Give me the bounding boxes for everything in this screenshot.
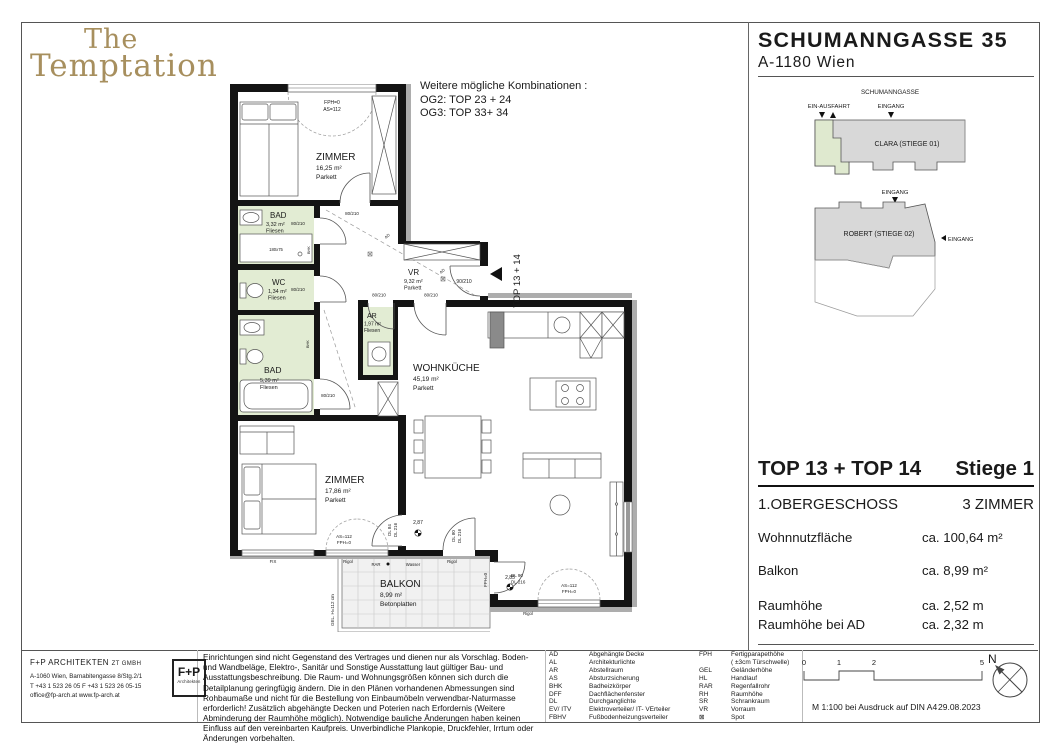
height-285-label: 2,85 — [505, 575, 515, 581]
architect-address: A-1060 Wien, Barnabitengasse 8/Stg.2/1 — [30, 673, 143, 680]
legend-abbr: ⊠ — [699, 714, 705, 722]
svg-text:Parkett: Parkett — [404, 285, 422, 292]
balcony-deck — [338, 558, 490, 632]
svg-text:Betonplatten: Betonplatten — [380, 601, 417, 608]
rigol-label: Rigol — [343, 559, 353, 564]
fix-window-label: FIX — [269, 559, 277, 564]
legend-desc: Absturzsicherung — [589, 674, 640, 682]
info-row — [758, 617, 1034, 632]
info-value: ca. 2,52 m — [922, 598, 984, 613]
legend-desc: Dachflächenfenster — [589, 690, 646, 698]
legend-abbr: RAR — [699, 682, 713, 690]
svg-text:17,86 m²: 17,86 m² — [325, 488, 351, 495]
plan-date: 29.08.2023 — [938, 702, 981, 712]
legend-row — [549, 667, 801, 675]
door-size-label: 80/210 — [345, 211, 359, 216]
architect-block — [30, 658, 190, 701]
legend-desc: Raumhöhe — [731, 690, 763, 698]
header-rule — [758, 76, 1034, 77]
room-label-zimmer-2 — [325, 475, 364, 504]
scale-bar — [800, 656, 1000, 690]
svg-text:DL 216: DL 216 — [393, 522, 398, 538]
svg-text:5,39 m²: 5,39 m² — [260, 378, 279, 384]
combination-note-line2: OG2: TOP 23 + 24 — [420, 93, 512, 106]
legend-row — [549, 714, 801, 722]
legend-abbr: FPH — [699, 651, 712, 658]
info-row — [758, 598, 1034, 613]
legend-desc: Badheizkörper — [589, 682, 631, 690]
legend-abbr: AR — [549, 666, 559, 674]
legend-desc: Handlauf — [731, 674, 758, 682]
rigol-label: Rigol — [447, 559, 457, 564]
svg-text:WOHNKÜCHE: WOHNKÜCHE — [413, 363, 480, 374]
wasser-label: Wasser — [405, 562, 421, 567]
legend-desc: Fußbodenheizungsverteiler — [589, 714, 668, 722]
arrow-down-icon — [819, 112, 825, 118]
north-arrow — [985, 650, 1035, 705]
svg-text:16,25 m²: 16,25 m² — [316, 165, 342, 172]
legend-abbr: VR — [699, 706, 709, 714]
door-size-label: 80/210 — [321, 393, 335, 398]
architect-suffix: ZT GMBH — [111, 661, 142, 667]
svg-text:BAD: BAD — [270, 211, 287, 220]
svg-text:Fliesen: Fliesen — [268, 295, 286, 302]
legend-desc: Abgehängte Decke — [589, 651, 645, 658]
ad-label: AD — [438, 267, 446, 275]
bed-icon — [240, 102, 298, 196]
scale-mark: 1 — [836, 658, 842, 667]
legend-desc: Vorraum — [731, 706, 756, 714]
rigol-label: Rigol — [523, 611, 533, 616]
info-value: ca. 100,64 m² — [922, 530, 1003, 545]
svg-text:ZIMMER: ZIMMER — [325, 475, 365, 486]
room-label-vr — [404, 268, 423, 292]
svg-text:ZIMMER: ZIMMER — [316, 152, 356, 163]
scale-bar-line — [804, 671, 982, 680]
legend-desc: Regenfallrohr — [731, 682, 771, 690]
north-label: N — [988, 652, 997, 666]
legend-desc: Fertigparapethöhe — [731, 651, 785, 658]
sideboard-icon — [610, 482, 623, 556]
legend-desc: ( ±3cm Türschwelle) — [731, 658, 790, 666]
door-dl80-label — [451, 528, 462, 543]
entrance-label-top: EINGANG — [877, 104, 905, 110]
legend-desc: Durchganglichte — [589, 698, 636, 706]
brand-logo-line1: The — [84, 24, 139, 55]
legend-row — [549, 659, 801, 667]
legend-abbr: AL — [549, 658, 557, 666]
combination-note-line1: Weitere mögliche Kombinationen : — [420, 80, 588, 92]
door-size-label: 80/210 — [291, 221, 305, 226]
legend-row — [549, 675, 801, 683]
door-size-label: 80/210 — [424, 292, 438, 298]
railing-height-label: GEL. H=112 cm — [330, 594, 335, 626]
unit-info-block — [758, 457, 1034, 645]
washer-icon — [368, 342, 390, 366]
scale-mark: 5 — [979, 658, 985, 667]
unit-stiege: Stiege 1 — [955, 457, 1034, 480]
legend-row — [549, 698, 801, 706]
legend-desc: Geländerhöhe — [731, 666, 773, 674]
brand-logo — [30, 24, 218, 84]
svg-text:3,32 m²: 3,32 m² — [266, 222, 285, 228]
legend-row — [549, 683, 801, 691]
site-parcel-outline — [815, 256, 935, 316]
kitchen-island-icon — [530, 378, 596, 410]
arrow-down-icon — [888, 112, 894, 118]
room-label-bad-1 — [266, 211, 287, 235]
door-fph-label: FPH=0 — [483, 572, 488, 587]
kitchen-sink-icon — [554, 317, 570, 333]
footer-separator — [545, 650, 546, 722]
svg-text:45,19 m²: 45,19 m² — [413, 376, 439, 383]
architect-logo-top: F+P — [177, 665, 201, 679]
page-subtitle: A-1180 Wien — [758, 54, 856, 71]
floor-plan — [228, 84, 708, 632]
dining-table-icon — [414, 416, 491, 478]
info-label: Raumhöhe — [758, 598, 823, 613]
french-fph-label: FPH=0 — [561, 589, 577, 594]
legend-abbr: SR — [699, 698, 709, 706]
bed-icon — [242, 464, 316, 534]
svg-text:Parkett: Parkett — [325, 497, 346, 504]
info-label: Wohnnutzfläche — [758, 530, 853, 545]
svg-text:DL 216: DL 216 — [457, 528, 462, 544]
legend-abbr: DFF — [549, 690, 562, 698]
info-row — [758, 563, 1034, 578]
closet-icon — [378, 382, 398, 416]
window-fph-label: FPH=0 — [324, 100, 340, 106]
architect-web: office@fp-arch.at www.fp-arch.at — [30, 692, 120, 700]
street-label: SCHUMANNGASSE — [860, 89, 920, 96]
coffee-table-icon — [550, 495, 570, 515]
legend-row — [549, 651, 801, 659]
legend-abbr: HL — [699, 674, 708, 682]
column-divider — [748, 22, 749, 650]
sink-icon — [240, 320, 264, 335]
ad-label: AD — [383, 232, 391, 240]
legend-abbr: EV/ ITV — [549, 706, 572, 714]
french-as-label: AS=112 — [561, 583, 577, 588]
legend-row — [549, 691, 801, 699]
room-label-zimmer-1 — [316, 152, 355, 181]
legend-desc: Schrankraum — [731, 698, 770, 706]
svg-text:Fliesen: Fliesen — [260, 385, 278, 391]
toilet-icon — [240, 349, 263, 364]
info-label: Balkon — [758, 563, 799, 578]
architect-phone: T +43 1 523 26 05 F +43 1 523 26 05-15 — [30, 682, 142, 690]
svg-text:DL 80: DL 80 — [451, 530, 456, 542]
svg-text:WC: WC — [272, 278, 286, 287]
legend-abbr: BHK — [549, 682, 563, 690]
unit-floor-level: 1.OBERGESCHOSS — [758, 496, 899, 513]
abbreviation-legend — [549, 651, 801, 722]
architect-logo-sub: Architekten — [177, 679, 201, 684]
info-row — [758, 530, 1034, 545]
unit-title: TOP 13 + TOP 14 — [758, 457, 922, 480]
rar-label: RAR — [371, 562, 381, 567]
scale-mark: 0 — [801, 658, 807, 667]
wardrobe-icon — [372, 96, 396, 194]
info-value: ca. 8,99 m² — [922, 563, 988, 578]
info-value: ca. 2,32 m — [922, 617, 984, 632]
window2-as-label: AS=112 — [336, 534, 352, 539]
legend-abbr: GEL — [699, 666, 713, 674]
svg-text:Fliesen: Fliesen — [266, 228, 284, 235]
arrow-left-icon — [941, 235, 946, 241]
page-title: SCHUMANNGASSE 35 — [758, 28, 1008, 52]
window-as-label: AS=112 — [323, 107, 341, 113]
height-287-label: 2,87 — [413, 520, 423, 526]
legend-desc: Spot — [731, 714, 745, 722]
entrance-label-side: EINGANG — [948, 237, 974, 243]
svg-text:Parkett: Parkett — [316, 174, 337, 181]
svg-text:Fliesen: Fliesen — [364, 328, 381, 334]
svg-text:BALKON: BALKON — [380, 579, 421, 590]
legend-abbr — [699, 659, 731, 667]
door-dl90-label: DL 90 — [511, 573, 523, 578]
sink-icon — [240, 210, 262, 225]
architect-logo — [172, 659, 206, 697]
legend-desc: Abstellraum — [589, 666, 624, 674]
svg-text:VR: VR — [408, 268, 420, 277]
door-swings — [320, 173, 525, 593]
legend-abbr: RH — [699, 690, 709, 698]
svg-text:1,34 m²: 1,34 m² — [268, 289, 287, 295]
sofa-icon — [523, 453, 601, 478]
entrance-door-size-label: 90/210 — [456, 279, 472, 285]
disclaimer-text: Einrichtungen sind nicht Gegenstand des Vertrages und dienen nur als Vorschlag. Boden- und Wandbeläge, Elektro-, Sanitär und Sonstige Ausstattung laut gültiger Bau- und Ausstattungsbeschreibung. Die Raum- und Wohnungsgrößen können sich durch die Detailplanung geringfügig ändern. Die in den Plänen vorhandenen Abmessungen sind Rohbaumaße und nicht für die Bestellung von Einbaumöbeln verwendbar-Naturmasse erforderlich! Zusätzlich abgehängte Decken und Poterien nach Erfordernis (Weitere Abminderung der Raumhöhe möglich). Notwendige bauliche Änderungen haben keinen Einfluss auf den vereinbarten Kaufpreis. Unverbindliche Plankopie, Druckfehler, Irrtum oder Änderungen vorbehalten. — [203, 653, 534, 744]
svg-text:9,32 m²: 9,32 m² — [404, 279, 423, 285]
site-plan — [795, 84, 1035, 339]
info-label: Raumhöhe bei AD — [758, 617, 866, 632]
shower-size-label: 180x75 — [269, 247, 283, 252]
unit-room-count: 3 ZIMMER — [962, 496, 1034, 513]
entrance-arrow-icon — [490, 267, 502, 281]
combination-note-line3: OG3: TOP 33+ 34 — [420, 107, 509, 119]
building-clara-label: CLARA (STIEGE 01) — [874, 141, 940, 148]
scale-note: M 1:100 bei Ausdruck auf DIN A4 — [812, 702, 938, 712]
legend-desc: Elektroverteiler/ IT- VErteiler — [589, 706, 671, 714]
svg-text:8,99 m²: 8,99 m² — [380, 592, 403, 599]
building-robert-label: ROBERT (STIEGE 02) — [843, 231, 915, 238]
fbhv-label: FBHV — [359, 337, 363, 348]
ev-itv-cabinet-icon — [490, 312, 504, 348]
sofa-icon — [240, 426, 294, 454]
entrance-label-mid: EINGANG — [881, 190, 909, 196]
svg-text:DL 84: DL 84 — [387, 524, 392, 536]
toilet-icon — [240, 283, 263, 298]
exit-label: EIN-AUSFAHRT — [807, 104, 851, 110]
window2-fph-label: FPH=0 — [336, 540, 352, 545]
room-label-wohnkueche — [413, 362, 480, 392]
footer-divider — [21, 650, 1038, 651]
brand-logo-line2: Temptation — [30, 48, 218, 84]
legend-desc: Architekturlichte — [589, 658, 636, 666]
svg-text:Parkett: Parkett — [413, 385, 434, 392]
bhk-label: BHK — [307, 246, 311, 254]
door-dl90-label2: DL 216 — [511, 579, 526, 585]
legend-abbr: AD — [549, 651, 559, 658]
door-dl84-label — [387, 522, 398, 537]
scale-mark: 2 — [871, 658, 877, 667]
arrow-up-icon — [830, 112, 836, 118]
architect-name: F+P ARCHITEKTEN — [30, 658, 109, 667]
unit-label: TOP 13 + 14 — [512, 254, 523, 308]
door-size-label: 80/210 — [372, 292, 386, 298]
svg-text:AR: AR — [367, 313, 377, 320]
legend-abbr: AS — [549, 674, 558, 682]
bhk-label: BHK — [306, 340, 310, 348]
legend-abbr: FBHV — [549, 714, 567, 722]
svg-text:1,97 m²: 1,97 m² — [364, 321, 381, 328]
hall-wardrobe-icon — [404, 244, 480, 260]
rar-pipe-icon — [387, 563, 390, 566]
legend-row — [549, 706, 801, 714]
svg-text:BAD: BAD — [264, 365, 282, 375]
legend-abbr: DL — [549, 698, 558, 706]
kitchen-counter-icon — [488, 312, 624, 358]
door-size-label: 80/210 — [291, 287, 305, 292]
